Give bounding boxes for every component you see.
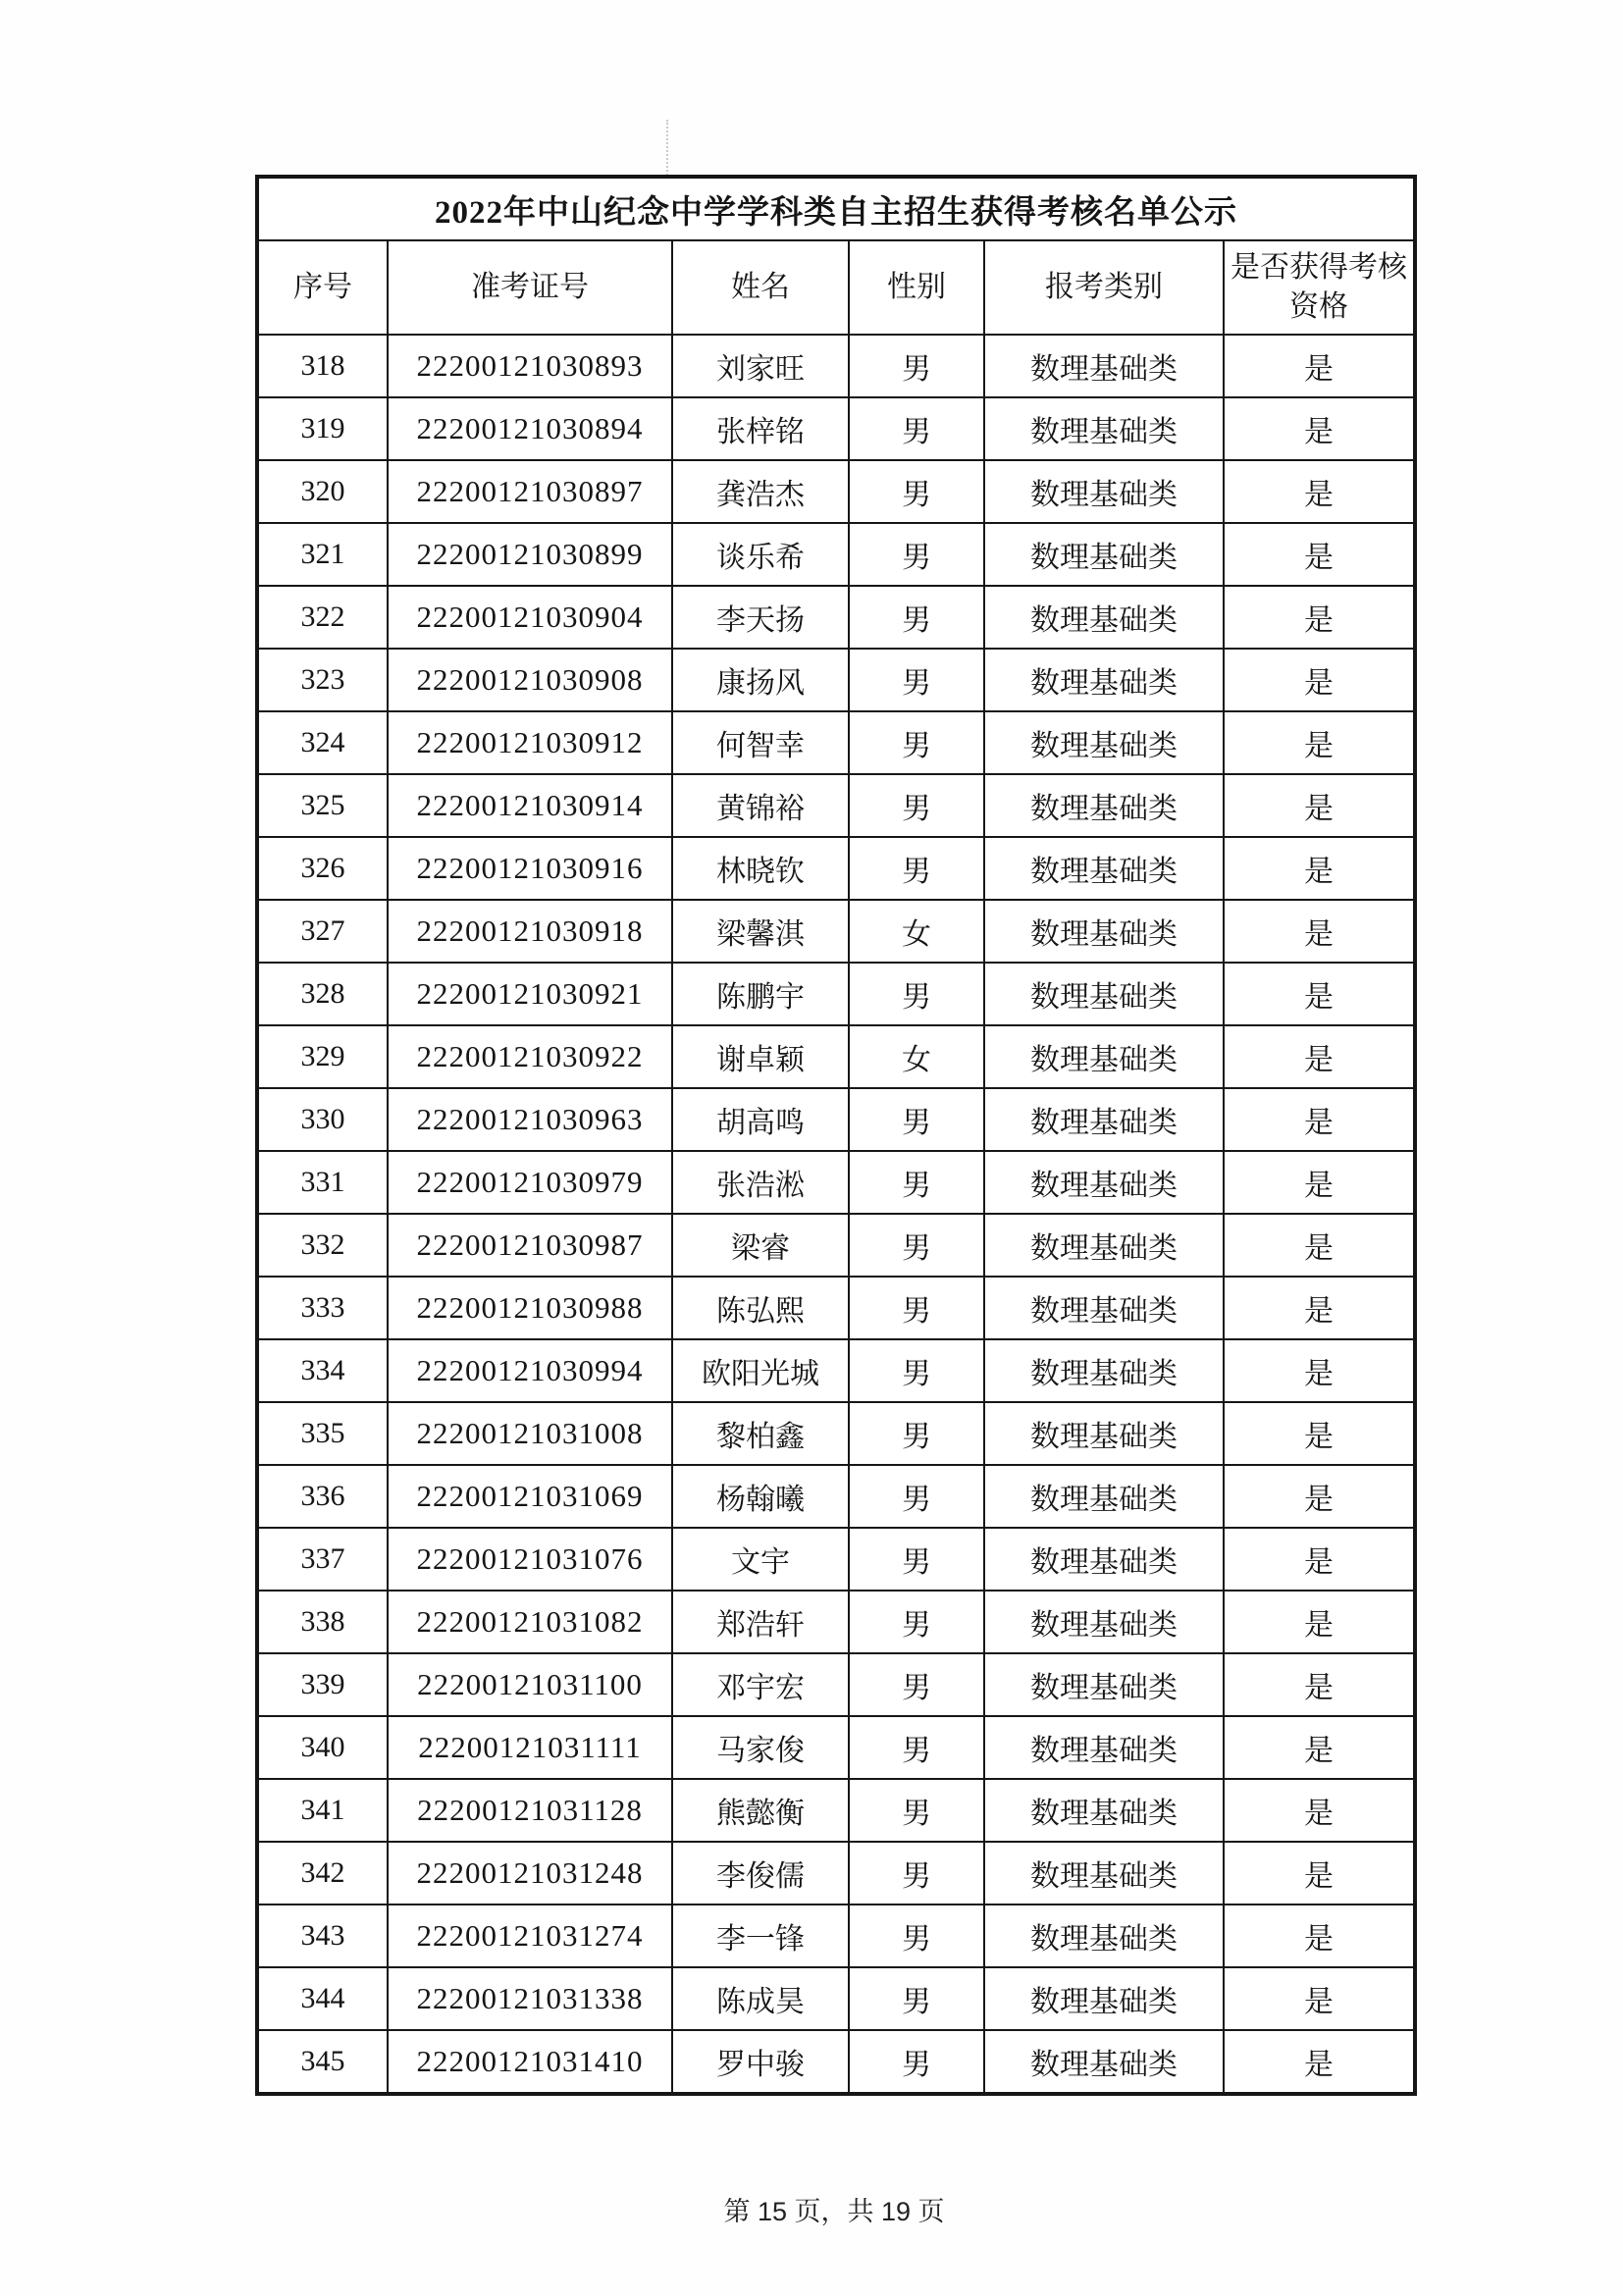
cell-ticket: 22200121030893: [388, 335, 672, 397]
cell-name: 谈乐希: [672, 523, 849, 586]
cell-ticket: 22200121030904: [388, 586, 672, 649]
table-row: [257, 1402, 1415, 1465]
cell-qualified: 是: [1224, 711, 1415, 774]
cell-serial: 328: [257, 963, 388, 1025]
col-header-gender: 性别: [849, 240, 984, 335]
cell-category: 数理基础类: [984, 837, 1224, 900]
cell-category: 数理基础类: [984, 774, 1224, 837]
cell-gender: 男: [849, 1465, 984, 1528]
cell-category: 数理基础类: [984, 649, 1224, 711]
cell-ticket: 22200121030918: [388, 900, 672, 963]
cell-gender: 男: [849, 586, 984, 649]
cell-name: 陈鹏宇: [672, 963, 849, 1025]
table-title: 2022年中山纪念中学学科类自主招生获得考核名单公示: [257, 177, 1415, 240]
table-row: [257, 837, 1415, 900]
cell-name: 陈成昊: [672, 1967, 849, 2030]
cell-gender: 男: [849, 1716, 984, 1779]
cell-ticket: 22200121030914: [388, 774, 672, 837]
cell-qualified: 是: [1224, 523, 1415, 586]
cell-ticket: 22200121031338: [388, 1967, 672, 2030]
cell-qualified: 是: [1224, 649, 1415, 711]
cell-ticket: 22200121031082: [388, 1591, 672, 1653]
cell-category: 数理基础类: [984, 397, 1224, 460]
cell-name: 文宇: [672, 1528, 849, 1591]
cell-ticket: 22200121030994: [388, 1339, 672, 1402]
cell-category: 数理基础类: [984, 1402, 1224, 1465]
cell-gender: 男: [849, 1214, 984, 1277]
cell-name: 何智幸: [672, 711, 849, 774]
cell-name: 杨翰曦: [672, 1465, 849, 1528]
table-row: [257, 1088, 1415, 1151]
table-row: [257, 1591, 1415, 1653]
cell-name: 黎柏鑫: [672, 1402, 849, 1465]
cell-name: 李俊儒: [672, 1842, 849, 1905]
cell-name: 欧阳光城: [672, 1339, 849, 1402]
cell-serial: 324: [257, 711, 388, 774]
table-row: [257, 1779, 1415, 1842]
cell-qualified: 是: [1224, 1151, 1415, 1214]
cell-serial: 330: [257, 1088, 388, 1151]
cell-category: 数理基础类: [984, 900, 1224, 963]
cell-serial: 327: [257, 900, 388, 963]
cell-serial: 342: [257, 1842, 388, 1905]
cell-gender: 男: [849, 711, 984, 774]
cell-serial: 340: [257, 1716, 388, 1779]
cell-serial: 321: [257, 523, 388, 586]
cell-gender: 男: [849, 1779, 984, 1842]
cell-serial: 333: [257, 1277, 388, 1339]
cell-ticket: 22200121031128: [388, 1779, 672, 1842]
cell-ticket: 22200121030922: [388, 1025, 672, 1088]
table-row: [257, 1653, 1415, 1716]
candidate-table: [255, 175, 1417, 2096]
cell-gender: 男: [849, 1528, 984, 1591]
cell-ticket: 22200121031274: [388, 1905, 672, 1967]
cell-qualified: 是: [1224, 1905, 1415, 1967]
cell-gender: 男: [849, 2030, 984, 2094]
cell-gender: 男: [849, 1277, 984, 1339]
cell-gender: 男: [849, 523, 984, 586]
cell-ticket: 22200121031248: [388, 1842, 672, 1905]
cell-serial: 336: [257, 1465, 388, 1528]
cell-ticket: 22200121031111: [388, 1716, 672, 1779]
cell-category: 数理基础类: [984, 711, 1224, 774]
cell-ticket: 22200121030894: [388, 397, 672, 460]
cell-gender: 男: [849, 335, 984, 397]
cell-gender: 男: [849, 1402, 984, 1465]
cell-name: 张梓铭: [672, 397, 849, 460]
cell-name: 梁睿: [672, 1214, 849, 1277]
cell-gender: 男: [849, 1653, 984, 1716]
cell-name: 李天扬: [672, 586, 849, 649]
cell-category: 数理基础类: [984, 1088, 1224, 1151]
cell-name: 邓宇宏: [672, 1653, 849, 1716]
cell-ticket: 22200121031410: [388, 2030, 672, 2094]
cell-category: 数理基础类: [984, 460, 1224, 523]
table-row: [257, 335, 1415, 397]
cell-ticket: 22200121030912: [388, 711, 672, 774]
table-row: [257, 1716, 1415, 1779]
cell-gender: 女: [849, 1025, 984, 1088]
cell-gender: 男: [849, 837, 984, 900]
col-header-serial: 序号: [257, 240, 388, 335]
table-row: [257, 2030, 1415, 2094]
cell-ticket: 22200121031008: [388, 1402, 672, 1465]
cell-gender: 男: [849, 1339, 984, 1402]
cell-ticket: 22200121030988: [388, 1277, 672, 1339]
cell-serial: 320: [257, 460, 388, 523]
cell-qualified: 是: [1224, 774, 1415, 837]
cell-serial: 332: [257, 1214, 388, 1277]
cell-ticket: 22200121031069: [388, 1465, 672, 1528]
cell-serial: 345: [257, 2030, 388, 2094]
cell-gender: 男: [849, 1591, 984, 1653]
cell-serial: 329: [257, 1025, 388, 1088]
cell-qualified: 是: [1224, 335, 1415, 397]
cell-qualified: 是: [1224, 1025, 1415, 1088]
cell-gender: 男: [849, 1088, 984, 1151]
table-row: [257, 1025, 1415, 1088]
cell-name: 龚浩杰: [672, 460, 849, 523]
table-row: [257, 1528, 1415, 1591]
cell-category: 数理基础类: [984, 1716, 1224, 1779]
table-row: [257, 397, 1415, 460]
cell-serial: 343: [257, 1905, 388, 1967]
cell-ticket: 22200121031076: [388, 1528, 672, 1591]
cell-qualified: 是: [1224, 1716, 1415, 1779]
cell-ticket: 22200121030979: [388, 1151, 672, 1214]
cell-category: 数理基础类: [984, 963, 1224, 1025]
cell-category: 数理基础类: [984, 1528, 1224, 1591]
cell-qualified: 是: [1224, 397, 1415, 460]
cell-qualified: 是: [1224, 1779, 1415, 1842]
cell-qualified: 是: [1224, 1402, 1415, 1465]
cell-name: 马家俊: [672, 1716, 849, 1779]
table-row: [257, 711, 1415, 774]
table-row: [257, 1339, 1415, 1402]
page-number: 第 15 页，共 19 页: [723, 2197, 945, 2226]
cell-serial: 339: [257, 1653, 388, 1716]
cell-category: 数理基础类: [984, 1025, 1224, 1088]
cell-ticket: 22200121030916: [388, 837, 672, 900]
cell-name: 林晓钦: [672, 837, 849, 900]
cell-name: 郑浩轩: [672, 1591, 849, 1653]
cell-name: 张浩淞: [672, 1151, 849, 1214]
table-row: [257, 1905, 1415, 1967]
cell-category: 数理基础类: [984, 1905, 1224, 1967]
cell-qualified: 是: [1224, 900, 1415, 963]
cell-qualified: 是: [1224, 837, 1415, 900]
col-header-category: 报考类别: [984, 240, 1224, 335]
cell-category: 数理基础类: [984, 1214, 1224, 1277]
cell-category: 数理基础类: [984, 1151, 1224, 1214]
cell-ticket: 22200121030908: [388, 649, 672, 711]
table-row: [257, 1277, 1415, 1339]
cell-name: 梁馨淇: [672, 900, 849, 963]
col-header-qualified: 是否获得考核资格: [1224, 240, 1415, 335]
cell-serial: 331: [257, 1151, 388, 1214]
cell-gender: 男: [849, 963, 984, 1025]
cell-gender: 女: [849, 900, 984, 963]
cell-serial: 337: [257, 1528, 388, 1591]
cell-serial: 335: [257, 1402, 388, 1465]
table-row: [257, 460, 1415, 523]
cell-category: 数理基础类: [984, 1842, 1224, 1905]
cell-gender: 男: [849, 1151, 984, 1214]
cell-category: 数理基础类: [984, 1339, 1224, 1402]
col-header-ticket: 准考证号: [388, 240, 672, 335]
cell-serial: 334: [257, 1339, 388, 1402]
table-row: [257, 900, 1415, 963]
cell-gender: 男: [849, 397, 984, 460]
cell-ticket: 22200121031100: [388, 1653, 672, 1716]
table-row: [257, 649, 1415, 711]
table-row: [257, 1214, 1415, 1277]
cell-serial: 341: [257, 1779, 388, 1842]
cell-serial: 325: [257, 774, 388, 837]
cell-qualified: 是: [1224, 1088, 1415, 1151]
cell-category: 数理基础类: [984, 1653, 1224, 1716]
cell-serial: 323: [257, 649, 388, 711]
table-head: [257, 177, 1415, 335]
cell-category: 数理基础类: [984, 1465, 1224, 1528]
col-header-name: 姓名: [672, 240, 849, 335]
cell-ticket: 22200121030921: [388, 963, 672, 1025]
cell-qualified: 是: [1224, 1277, 1415, 1339]
cell-category: 数理基础类: [984, 335, 1224, 397]
table-row: [257, 963, 1415, 1025]
cell-qualified: 是: [1224, 1591, 1415, 1653]
cell-name: 李一锋: [672, 1905, 849, 1967]
cell-qualified: 是: [1224, 586, 1415, 649]
cell-qualified: 是: [1224, 1967, 1415, 2030]
cell-serial: 318: [257, 335, 388, 397]
cell-name: 熊懿衡: [672, 1779, 849, 1842]
cell-qualified: 是: [1224, 460, 1415, 523]
cell-ticket: 22200121030963: [388, 1088, 672, 1151]
cell-name: 罗中骏: [672, 2030, 849, 2094]
cell-name: 谢卓颖: [672, 1025, 849, 1088]
cell-ticket: 22200121030897: [388, 460, 672, 523]
cell-serial: 326: [257, 837, 388, 900]
cell-qualified: 是: [1224, 1528, 1415, 1591]
cell-gender: 男: [849, 649, 984, 711]
cell-name: 陈弘熙: [672, 1277, 849, 1339]
cell-category: 数理基础类: [984, 523, 1224, 586]
cell-ticket: 22200121030987: [388, 1214, 672, 1277]
cell-qualified: 是: [1224, 1339, 1415, 1402]
cell-name: 康扬风: [672, 649, 849, 711]
cell-serial: 322: [257, 586, 388, 649]
cell-qualified: 是: [1224, 2030, 1415, 2094]
cell-serial: 344: [257, 1967, 388, 2030]
cell-ticket: 22200121030899: [388, 523, 672, 586]
cell-qualified: 是: [1224, 1653, 1415, 1716]
cell-qualified: 是: [1224, 1214, 1415, 1277]
cell-category: 数理基础类: [984, 1277, 1224, 1339]
table-row: [257, 1967, 1415, 2030]
cell-category: 数理基础类: [984, 2030, 1224, 2094]
cell-name: 黄锦裕: [672, 774, 849, 837]
table-row: [257, 523, 1415, 586]
table-body: [257, 335, 1415, 2094]
table-title-row: [257, 177, 1415, 240]
cell-category: 数理基础类: [984, 1591, 1224, 1653]
cell-name: 刘家旺: [672, 335, 849, 397]
cell-gender: 男: [849, 1967, 984, 2030]
table-row: [257, 586, 1415, 649]
cell-gender: 男: [849, 774, 984, 837]
cell-category: 数理基础类: [984, 1967, 1224, 2030]
table-row: [257, 1842, 1415, 1905]
cell-qualified: 是: [1224, 963, 1415, 1025]
table-row: [257, 1151, 1415, 1214]
cell-name: 胡高鸣: [672, 1088, 849, 1151]
cell-gender: 男: [849, 1905, 984, 1967]
table-row: [257, 774, 1415, 837]
cell-gender: 男: [849, 460, 984, 523]
table-row: [257, 1465, 1415, 1528]
cell-qualified: 是: [1224, 1465, 1415, 1528]
cell-serial: 319: [257, 397, 388, 460]
table-header-row: [257, 240, 1415, 335]
cell-category: 数理基础类: [984, 1779, 1224, 1842]
cell-qualified: 是: [1224, 1842, 1415, 1905]
cell-gender: 男: [849, 1842, 984, 1905]
cell-category: 数理基础类: [984, 586, 1224, 649]
cell-serial: 338: [257, 1591, 388, 1653]
